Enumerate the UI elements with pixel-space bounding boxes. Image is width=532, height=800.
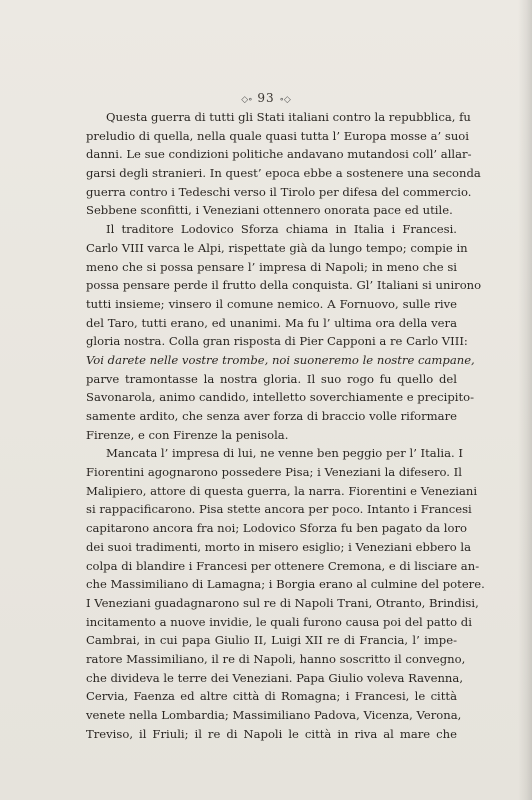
text-line: venete nella Lombardia; Massimiliano Padova, Vicenza, Verona, <box>86 708 462 722</box>
body-text <box>86 108 485 743</box>
text-line: tutti insieme; vinsero il comune nemico. A Fornuovo, sulle rive <box>86 296 457 311</box>
text-line: garsi degli stranieri. In quest’ epoca ebbe a sostenere una seconda <box>86 166 481 181</box>
text-line: Questa guerra di tutti gli Stati italiani contro la repubblica, fu <box>106 110 471 124</box>
text-line: gloria nostra. Colla gran risposta di Pier Capponi a re Carlo VIII: <box>86 334 468 349</box>
text-line: Treviso, il Friuli; il re di Napoli le città in riva al mare che <box>86 726 457 741</box>
text-line: I Veneziani guadagnarono sul re di Napoli Trani, Otranto, Brindisi, <box>86 595 479 610</box>
text-line: colpa di blandire i Francesi per ottenere Cremona, e di lisciare an- <box>86 558 480 573</box>
text-line: meno che si possa pensare l’ impresa di Napoli; in meno che si <box>86 259 457 274</box>
text-line: si rappacificarono. Pisa stette ancora per poco. Intanto i Francesi <box>86 502 472 517</box>
page-header <box>0 91 532 105</box>
text-line: Mancata l’ impresa di lui, ne venne ben peggio per l’ Italia. I <box>106 446 463 461</box>
text-line: dei suoi tradimenti, morto in misero esiglio; i Veneziani ebbero la <box>86 539 471 554</box>
text-line: Fiorentini agognarono possedere Pisa; i Veneziani la difesero. Il <box>86 465 462 480</box>
text-line: Malipiero, attore di questa guerra, la narra. Fiorentini e Veneziani <box>86 483 478 498</box>
ornament-right: ∘◇ <box>279 95 291 105</box>
text-line: incitamento a nuove invidie, le quali furono causa poi del patto di <box>86 614 472 629</box>
text-line: possa pensare perde il frutto della conquista. Gl’ Italiani si unirono <box>86 278 482 293</box>
text-line: guerra contro i Tedeschi verso il Tirolo per difesa del commercio. <box>86 184 472 199</box>
page-number: 93 <box>257 91 275 105</box>
text-line: Carlo VIII varca le Alpi, rispettate già da lungo tempo; compie in <box>86 240 468 255</box>
ornament-left: ◇∘ <box>241 95 253 105</box>
text-line: preludio di quella, nella quale quasi tutta l’ Europa mosse a’ suoi <box>86 128 469 143</box>
text-line: Savonarola, animo candido, intelletto soverchiamente e precipito- <box>86 390 474 405</box>
text-line: che divideva le terre dei Veneziani. Papa Giulio voleva Ravenna, <box>86 670 463 685</box>
page-edge-shadow <box>518 0 532 800</box>
text-line: samente ardito, che senza aver forza di braccio volle riformare <box>86 409 457 423</box>
text-line: Sebbene sconfitti, i Veneziani ottennero onorata pace ed utile. <box>86 203 453 218</box>
text-line: Cervia, Faenza ed altre città di Romagna; i Francesi, le città <box>86 689 457 704</box>
text-line: che Massimiliano di Lamagna; i Borgia erano al culmine del potere. <box>86 577 485 592</box>
text-line: ratore Massimiliano, il re di Napoli, hanno soscritto il convegno, <box>86 651 466 666</box>
text-line: del Taro, tutti erano, ed unanimi. Ma fu l’ ultima ora della vera <box>86 315 457 330</box>
text-line: capitarono ancora fra noi; Lodovico Sforza fu ben pagato da loro <box>86 521 467 536</box>
text-line: parve tramontasse la nostra gloria. Il suo rogo fu quello del <box>86 371 457 386</box>
text-line: Firenze, e con Firenze la penisola. <box>86 427 289 442</box>
text-line: Voi darete nelle vostre trombe, noi suoneremo le nostre campane, <box>86 352 475 367</box>
text-line: Il traditore Lodovico Sforza chiama in Italia i Francesi. <box>106 222 457 237</box>
text-line: danni. Le sue condizioni politiche andavano mutandosi coll’ allar- <box>86 147 472 162</box>
text-line: Cambrai, in cui papa Giulio II, Luigi XII re di Francia, l’ impe- <box>86 633 457 648</box>
